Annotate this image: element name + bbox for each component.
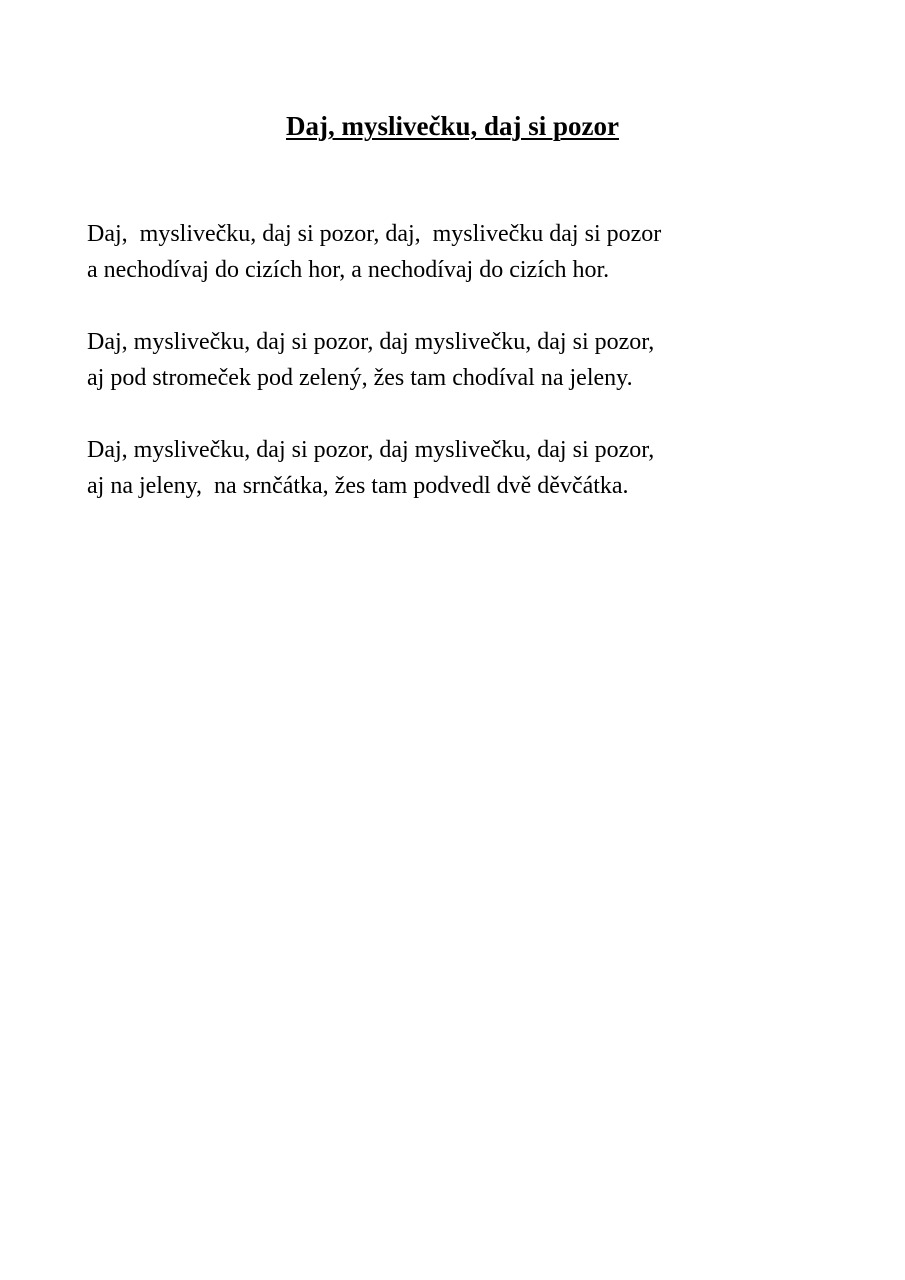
song-lyrics: [87, 216, 867, 540]
stanza-3: [87, 432, 867, 504]
lyric-line: aj na jeleny, na srnčátka, žes tam podvedl dvě děvčátka.: [87, 473, 629, 499]
lyric-line: Daj, myslivečku, daj si pozor, daj myslivečku, daj si pozor,: [87, 329, 655, 355]
lyric-line: Daj, myslivečku, daj si pozor, daj myslivečku, daj si pozor,: [87, 437, 655, 463]
lyric-line: Daj, myslivečku, daj si pozor, daj, myslivečku daj si pozor: [87, 221, 662, 247]
stanza-1: [87, 216, 867, 288]
lyric-line: a nechodívaj do cizích hor, a nechodívaj do cizích hor.: [87, 257, 610, 283]
song-title: Daj, myslivečku, daj si pozor: [286, 111, 619, 141]
stanza-2: [87, 324, 867, 396]
lyric-line: aj pod stromeček pod zelený, žes tam chodíval na jeleny.: [87, 365, 633, 391]
